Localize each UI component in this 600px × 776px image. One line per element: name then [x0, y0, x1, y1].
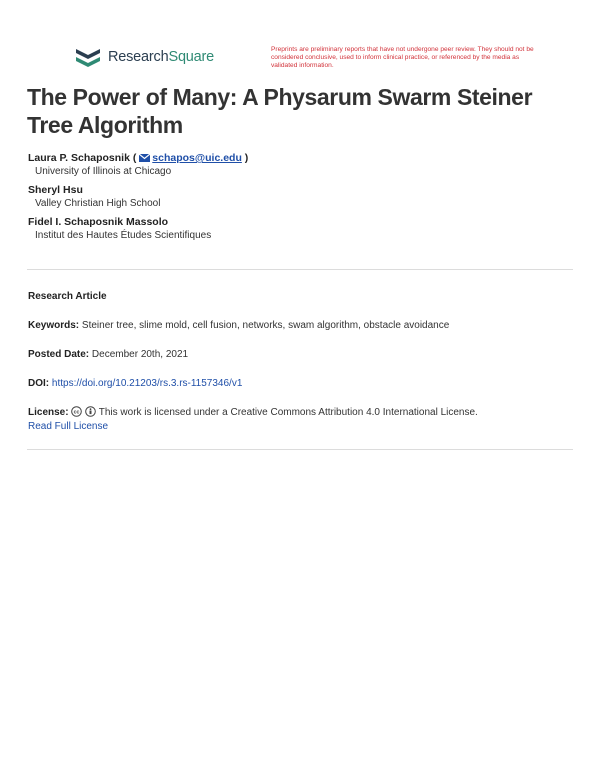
article-type: Research Article — [28, 291, 107, 302]
creative-commons-icon — [71, 406, 82, 417]
envelope-icon — [139, 154, 150, 162]
posted-date-value: December 20th, 2021 — [91, 349, 189, 360]
license-label: License: — [28, 407, 69, 418]
posted-date — [28, 348, 573, 362]
doi-label: DOI: — [28, 378, 50, 389]
keywords-label: Keywords: — [28, 320, 80, 331]
preprint-disclaimer: Preprints are preliminary reports that have not undergone peer review. They should not be considered conclusive, used to inform clinical practice, or referenced by the media as validated information. — [271, 46, 534, 69]
paper-title: The Power of Many: A Physarum Swarm Steiner Tree Algorithm — [27, 84, 533, 138]
divider — [27, 449, 573, 450]
author-name: Laura P. Schaposnik ( schapos@uic.edu ) — [28, 152, 249, 164]
divider — [27, 269, 573, 270]
attribution-icon — [85, 406, 96, 417]
research-square-logo-icon — [74, 46, 102, 68]
brand-name: ResearchSquare — [108, 49, 215, 65]
research-square-logo — [74, 46, 214, 68]
keywords — [28, 319, 573, 333]
author-affiliation: Institut des Hautes Études Scientifiques — [35, 230, 212, 241]
author-email-link[interactable]: schapos@uic.edu — [152, 152, 242, 164]
doi-link[interactable]: https://doi.org/10.21203/rs.3.rs-1157346/v1 — [51, 378, 243, 389]
author-name: Fidel I. Schaposnik Massolo — [28, 216, 169, 228]
license-text: This work is licensed under a Creative Commons Attribution 4.0 International License. — [98, 407, 478, 418]
author-name: Sheryl Hsu — [28, 184, 83, 196]
author-list — [28, 151, 568, 243]
author-affiliation: University of Illinois at Chicago — [35, 166, 172, 177]
posted-date-label: Posted Date: — [28, 349, 90, 360]
author-affiliation: Valley Christian High School — [35, 198, 161, 209]
doi — [28, 377, 573, 391]
license — [28, 406, 573, 434]
read-full-license-link[interactable]: Read Full License — [28, 421, 109, 432]
svg-text:cc: cc — [73, 409, 80, 416]
keywords-value: Steiner tree, slime mold, cell fusion, networks, swam algorithm, obstacle avoidance — [81, 320, 450, 331]
